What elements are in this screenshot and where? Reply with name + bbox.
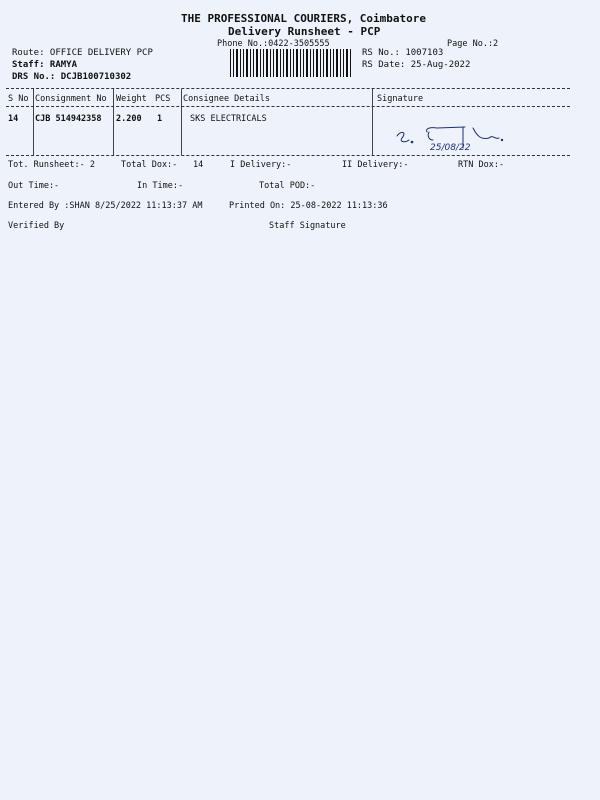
phone-number: Phone No.:0422-3505555 [217,39,330,49]
column-divider [372,89,373,155]
out-time: Out Time:- [8,181,60,191]
rs-date: RS Date: 25-Aug-2022 [362,60,471,70]
header-weight: Weight [116,94,147,104]
document-title: Delivery Runsheet - PCP [228,25,381,38]
column-divider [33,89,34,155]
company-name: THE PROFESSIONAL COURIERS, Coimbatore [181,12,427,25]
row-consignee: SKS ELECTRICALS [190,114,267,124]
header-pcs: PCS [155,94,171,104]
route-field: Route: OFFICE DELIVERY PCP [12,48,153,58]
total-dox-label: Total Dox:- [121,160,178,170]
row-consignment-no: CJB 514942358 [35,114,102,124]
ii-delivery: II Delivery:- [342,160,409,170]
rs-number: RS No.: 1007103 [362,48,444,58]
header-signature: Signature [377,94,424,104]
rtn-dox: RTN Dox:- [458,160,505,170]
drs-number: DRS No.: DCJB100710302 [12,72,132,82]
header-consignment-no: Consignment No [35,94,107,104]
column-divider [181,89,182,155]
table-top-rule [6,88,570,89]
staff-signature: Staff Signature [269,221,346,231]
table-bottom-rule [6,155,570,156]
signature-date-text: 25/08/22 [430,143,471,153]
header-bottom-rule [6,106,570,107]
total-dox-value: 14 [193,160,204,170]
barcode [229,49,353,77]
total-runsheet: Tot. Runsheet:- 2 [8,160,95,170]
column-divider [113,89,114,155]
printed-on: Printed On: 25-08-2022 11:13:36 [229,201,388,211]
i-delivery: I Delivery:- [230,160,292,170]
row-sno: 14 [8,114,19,124]
row-weight: 2.200 [116,114,142,124]
page-number: Page No.:2 [447,39,499,49]
handwritten-signature [385,118,510,156]
header-sno: S No [8,94,29,104]
total-pod: Total POD:- [259,181,316,191]
staff-field: Staff: RAMYA [12,60,78,70]
verified-by: Verified By [8,221,65,231]
header-consignee-details: Consignee Details [183,94,270,104]
in-time: In Time:- [137,181,184,191]
row-pcs: 1 [157,114,163,124]
entered-by: Entered By :SHAN 8/25/2022 11:13:37 AM [8,201,203,211]
